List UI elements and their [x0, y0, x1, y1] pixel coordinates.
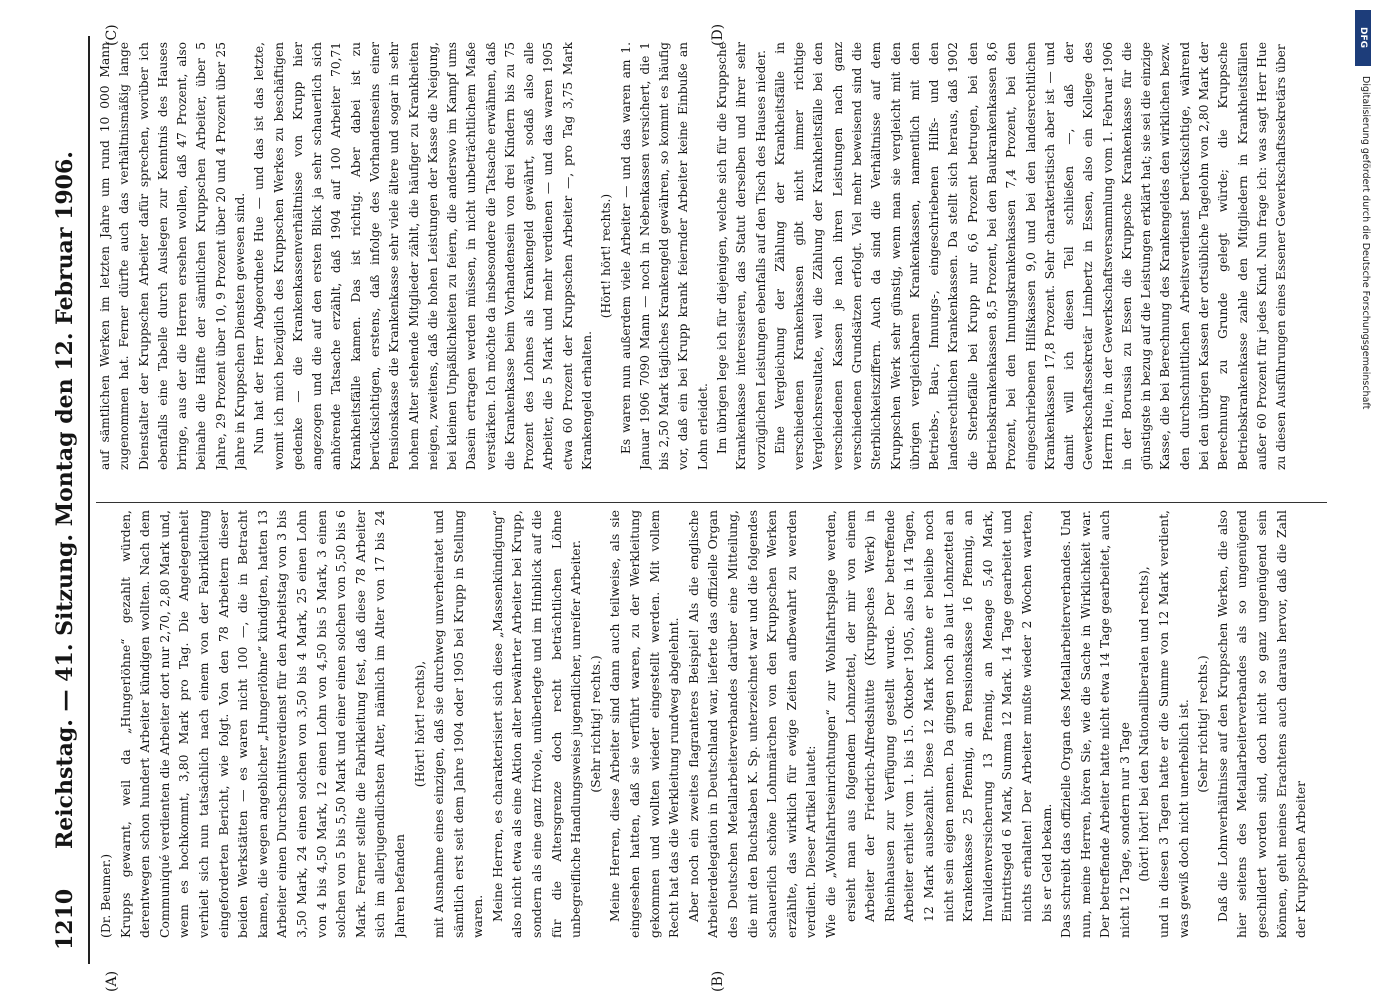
quoted-article: Wie die „Wohlfahrtseinrichtungen“ zur Wohlfahrtsplage werden, ersieht man aus folgendem Lohnzettel, der mir von einem Arbeiter der Friedrich-Alfredshütte (Kruppsches Werk) in Rheinhausen zur Verfügung gestellt wurde. Der betreffende Arbeiter erhielt vom 1. bis 15. Oktober 1905, also in 14 Tagen, 12 Mark ausbezahlt. Diese 12 Mark konnte er beileibe noch nicht sein eigen nennen. Da gingen noch ab laut Lohnzettel an Krankenkasse 25 Pfennig, an Pensionskasse 16 Pfennig, an Invalidenversicherung 13 Pfennig, an Menage 5,40 Mark, Eintrittsgeld 6 Mark, Summa 12 Mark. 14 Tage gearbeitet und nichts erhalten! Der Arbeiter mußte wieder 2 Wochen warten, bis er Geld bekam. [822, 510, 1054, 938]
dfg-logo: DFG [1355, 10, 1371, 66]
margin-mark-b: (B) [710, 970, 726, 992]
paragraph: Eine Vergleichung der Zählung der Krankheitsfälle in verschiedenen Krankenkassen gibt nicht immer richtige Vergleichsresultate, weil die Zählung der Krankheitsfälle bei den verschiedenen Kassen je nach ihren Leistungen nach ganz verschiedenen Grundsätzen erfolgt. Viel mehr beweisend sind die Sterblichkeitsziffern. Auch da sind die Verhältnisse auf dem Kruppschen Werk sehr günstig, wenn man sie vergleicht mit den übrigen vergleichbaren Krankenkassen, namentlich mit den Betriebs-, Bau-, Innungs-, eingeschriebenen Hilfs- und den landesrechtlichen Krankenkassen. Da stellt sich heraus, daß 1902 die Sterbefälle bei Krupp nur 6,6 Prozent betrugen, bei den Betriebskrankenkassen 8,5 Prozent, bei den Baukrankenkassen 8,6 Prozent, bei den Innungskrankenkassen 7,4 Prozent, bei den eingeschriebenen Hilfskassen 9,0 und bei den landesrechtlichen Krankenkassen 17,8 Prozent. Sehr charakteristisch aber ist — und damit will ich diesen Teil schließen —, daß der Gewerkschaftssekretär Limbertz in Essen, also ein Kollege des Herrn Hue, in der Gewerkschaftsversammlung vom 1. Februar 1906 in der Borussia zu Essen die Kruppsche Krankenkasse für die günstigste in bezug auf die Leistungen erklärt hat; sie sei die einzige Kasse, die bei Berechnung des Krankengeldes den wirklichen bezw. den durchschnittlichen Arbeitsverdienst berücksichtige, während bei den übrigen Kassen der ortsübliche Tagelohn von 2,80 Mark der Berechnung zu Grunde gelegt würde; die Kruppsche Betriebskrankenkasse zahle den Mitgliedern in Krankheitsfällen außer 60 Prozent für jedes Kind. Nun frage ich: was sagt Herr Hue zu diesen Ausführungen eines Essener Gewerkschaftssekretärs über [772, 42, 1289, 470]
paragraph: Nun hat der Herr Abgeordnete Hue — und das ist das letzte, womit ich mich bezüglich des Kruppschen Werkes zu beschäftigen gedenke — die Krankenkassenverhältnisse von Krupp hier angezogen und die auf den ersten Blick ja sehr schauerlich sich anhörende Tatsache erzählt, daß 1904 auf 100 Arbeiter 70,71 Krankheitsfälle kamen. Das ist richtig. Aber dabei ist zu berücksichtigen, erstens, daß infolge des Vorhandenseins einer Pensionskasse die Krankenkasse sehr viele ältere und sogar in sehr hohem Alter stehende Mitglieder zählt, die häufiger zu Krankheiten neigen, zweitens, daß die hohen Leistungen der Kasse die Neigung, bei kleinen Unpäßlichkeiten zu feiern, die anderswo im Kampf ums Dasein ertragen werden müssen, in nicht unbeträchtlichem Maße verstärken. Ich möchte da insbesondere die Tatsache erwähnen, daß die Krankenkasse beim Vorhandensein von drei Kindern bis zu 75 Prozent des Lohnes als Krankengeld gewährt, sodaß also alle Arbeiter, die 5 Mark und mehr verdienen — und das waren 1905 etwa 60 Prozent der Kruppschen Arbeiter —, pro Tag 3,75 Mark Krankengeld erhalten. [252, 42, 595, 470]
page-header [48, 40, 84, 960]
interjection: (hört! hört! bei den Nationalliberalen und rechts), [1136, 566, 1152, 882]
paragraph: Im übrigen lege ich für diejenigen, welche sich für die Kruppsche Krankenkasse interessieren, das Statut derselben und ihrer sehr vorzüglichen Leistungen ebenfalls auf den Tisch des Hauses nieder. [715, 42, 768, 470]
interjection: (Sehr richtig! rechts.) [587, 655, 603, 793]
digitization-credit [1351, 6, 1375, 996]
credit-text: Digitalisierung gefördert durch die Deutsche Forschungsgemeinschaft [1360, 76, 1371, 410]
interjection: (Hört! hört! rechts.) [599, 193, 614, 319]
paragraph: Meine Herren, es charakterisiert sich diese „Massenkündigung“ also nicht etwa als eine Aktion alter bewährter Arbeiter bei Krupp, sondern als eine ganz frivole, unüberlegte und im Hinblick auf die für die Altersgrenze doch recht beträchtlichen Löhne unbegreifliche Handlungsweise jugendlicher, unreifer Arbeiter. [489, 510, 584, 938]
header-title: Reichstag. — 41. Sitzung. Montag den 12. Februar 1906. [52, 151, 78, 849]
margin-mark-d: (D) [710, 23, 726, 46]
margin-mark-c: (C) [104, 24, 120, 46]
paragraph: Aber noch ein zweites flagranteres Beispiel! Als die englische Arbeiterdelegation in Deutschland war, lieferte das offizielle Organ des Deutschen Metallarbeiterverbandes darüber eine Mitteilung, die mit den Buchstaben K. Sp. unterzeichnet war und die folgendes schauerlich schöne Lohnmärchen von den Kruppschen Werken erzählte, das wirklich für ewige Zeiten aufbewahrt zu werden verdient. Dieser Artikel lautet: [685, 510, 819, 938]
paragraph: auf sämtlichen Werken im letzten Jahre um rund 10 000 Mann zugenommen hat. Ferner dürfte auch das verhältnismäßig lange Dienstalter der Kruppschen Arbeiter dafür sprechen, worüber ich ebenfalls eine Tabelle durch Auslegen zur Kenntnis des Hauses bringe, aus der die Herren ersehen wollen, daß 47 Prozent, also beinahe die Hälfte der sämtlichen Kruppschen Arbeiter, über 5 Jahre, 29 Prozent über 10, 9 Prozent über 20 und 4 Prozent über 25 Jahre in Kruppschen Diensten gewesen sind. [98, 42, 247, 470]
paragraph: und in diesen 3 Tagen hatte er die Summe von 12 Mark verdient, was gewiß doch nicht unerheblich ist. [1156, 510, 1191, 938]
interjection: (Sehr richtig! rechts.) [1195, 655, 1211, 793]
interjection: (Hört! hört! rechts), [411, 660, 427, 788]
right-column [96, 42, 1327, 470]
paragraph: Krupps gewarnt, weil da „Hungerlöhne“ gezahlt würden, derentwegen schon hundert Arbeiter kündigen wollten. Nach dem Communiqué verdienten die Arbeiter dort nur 2,70, 2,80 Mark und, wenn es hochkommt, 3,80 Mark pro Tag. Die Angelegenheit verhielt sich nun tatsächlich nach einem von der Fabrikleitung eingeforderten Bericht, wie folgt. Von den 78 Arbeitern dieser beiden Werkstätten — es waren nicht 100 —, die in Betracht kamen, die wegen angeblicher „Hungerlöhne“ kündigten, hatten 13 Arbeiter einen Durchschnittsverdienst für den Arbeitstag von 3 bis 3,50 Mark, 24 einen solchen von 3,50 bis 4 Mark, 25 einen Lohn von 4 bis 4,50 Mark, 12 einen Lohn von 4,50 bis 5 Mark, 3 einen solchen von 5 bis 5,50 Mark und einer einen solchen von 5,50 bis 6 Mark. Ferner stellte die Fabrikleitung fest, daß diese 78 Arbeiter sich im allerjugendlichsten Alter, nämlich im Alter von 17 bis 24 Jahren befanden [117, 510, 407, 938]
page-number: 1210 [52, 888, 78, 950]
speaker-note: (Dr. Beumer.) [98, 853, 113, 938]
paragraph: Es waren nun außerdem viele Arbeiter — und das waren am 1. Januar 1906 7090 Mann — noch in Nebenkassen versichert, die 1 bis 2,50 Mark tägliches Krankengeld gewähren, so kommt es häufig vor, daß ein bei Krupp krank feiernder Arbeiter keine Einbuße an Lohn erleidet. [618, 42, 710, 470]
header-rule [88, 36, 90, 964]
paragraph: Meine Herren, diese Arbeiter sind dann auch teilweise, als sie eingesehen hatten, daß sie verführt waren, zu der Werkleitung gekommen und wollten wieder eingestellt werden. Mit vollem Recht hat das die Werkleitung rundweg abgelehnt. [607, 510, 682, 938]
margin-mark-a: (A) [104, 970, 120, 992]
paragraph: Das schreibt das offizielle Organ des Metallarbeiterverbandes. Und nun, meine Herren, hören Sie, wie die Sache in Wirklichkeit war. Der betreffende Arbeiter hatte nicht etwa 14 Tage gearbeitet, auch nicht 12 Tage, sondern nur 3 Tage [1058, 510, 1132, 938]
paragraph: Daß die Lohnverhältnisse auf den Kruppschen Werken, die also hier seitens des Metallarbeiterverbandes als so ungenügend geschildert worden sind, doch nicht so ganz ungenügend sein können, geht meines Erachtens auch daraus hervor, daß die Zahl der Kruppschen Arbeiter [1214, 510, 1309, 938]
left-column [96, 510, 1327, 938]
column-separator [96, 502, 1327, 503]
paragraph: mit Ausnahme eines einzigen, daß sie durchweg unverheiratet und sämtlich erst seit dem Jahre 1904 oder 1905 bei Krupp in Stellung waren. [431, 510, 486, 938]
